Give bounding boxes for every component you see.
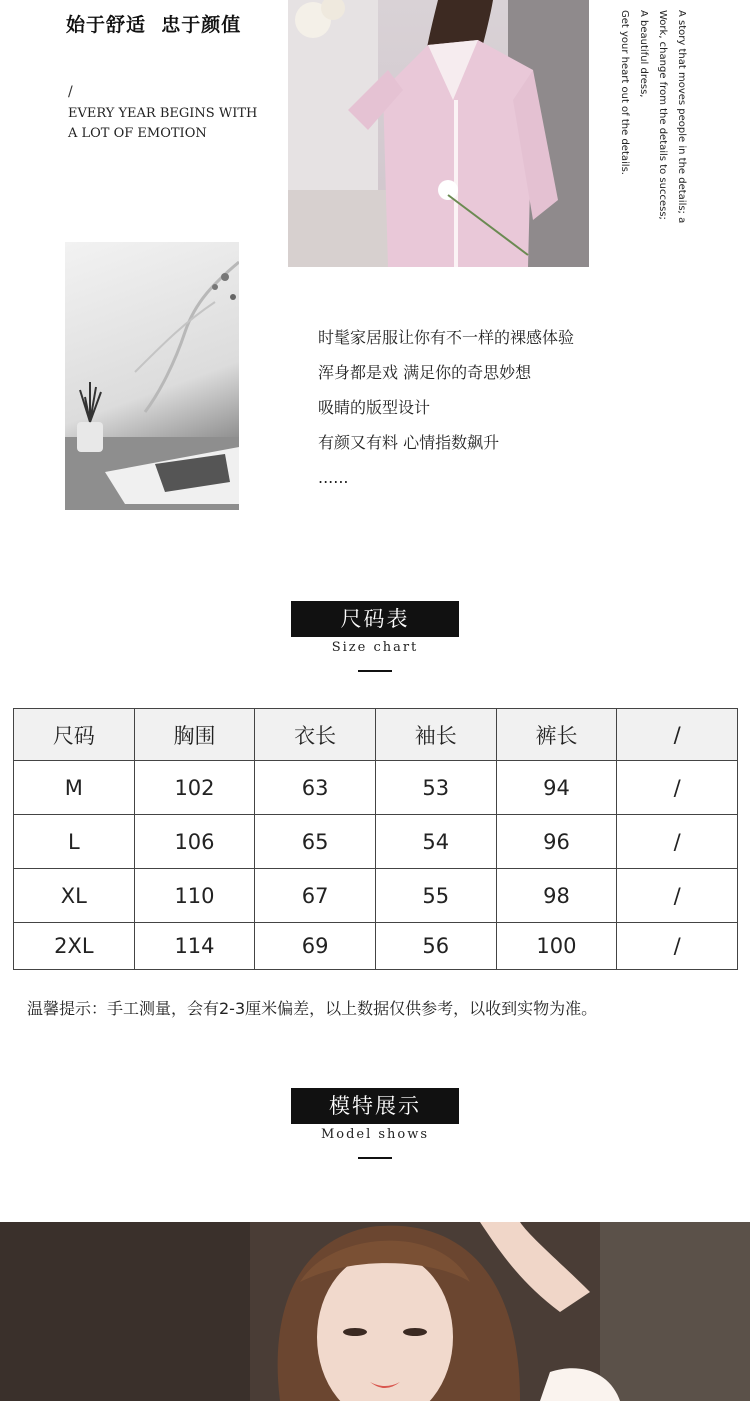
slogan-chinese: 始于舒适 忠于颜值 (66, 14, 242, 36)
size-table-cell: 55 (375, 869, 496, 923)
vertical-tagline (615, 10, 691, 224)
size-table-row (14, 869, 738, 923)
size-table-header: / (617, 709, 738, 761)
size-table-cell: 110 (134, 869, 255, 923)
intro-line: 有颜又有料 心情指数飙升 (318, 433, 500, 452)
size-table-cell: 67 (255, 869, 376, 923)
size-table-cell: 53 (375, 761, 496, 815)
size-table-header: 裤长 (496, 709, 617, 761)
size-table-cell: / (617, 761, 738, 815)
size-table-cell: 63 (255, 761, 376, 815)
size-table-cell: / (617, 815, 738, 869)
size-table-cell: / (617, 923, 738, 970)
model-shows-subtitle: Model shows (320, 1127, 430, 1142)
size-table-cell: 114 (134, 923, 255, 970)
slogan-english-line: EVERY YEAR BEGINS WITH (68, 106, 258, 121)
size-table-cell: 106 (134, 815, 255, 869)
size-table-row (14, 761, 738, 815)
size-table-cell: 96 (496, 815, 617, 869)
size-table-cell: M (14, 761, 135, 815)
intro-line: 浑身都是戏 满足你的奇思妙想 (318, 363, 532, 382)
slogan-divider: / (68, 84, 73, 100)
model-portrait-illustration (0, 1222, 750, 1401)
size-chart-title: 尺码表 (291, 601, 459, 637)
size-table-cell: L (14, 815, 135, 869)
intro-text (318, 320, 574, 495)
product-photo-top (288, 0, 589, 267)
vertical-tagline-line: A beautiful dress, (638, 10, 649, 98)
vertical-tagline-line: A story that moves people in the details; a (676, 10, 687, 224)
plant-and-book-illustration (65, 242, 239, 510)
size-table-cell: 2XL (14, 923, 135, 970)
model-pajama-illustration (288, 0, 589, 267)
size-table-cell: 65 (255, 815, 376, 869)
still-life-photo (65, 242, 239, 510)
size-table-cell: 98 (496, 869, 617, 923)
size-table-cell: / (617, 869, 738, 923)
intro-line: ...... (318, 468, 349, 487)
size-table-cell: 54 (375, 815, 496, 869)
size-table-cell: 100 (496, 923, 617, 970)
vertical-tagline-line: Get your heart out of the details. (619, 10, 630, 175)
size-table-header: 袖长 (375, 709, 496, 761)
size-chart-rule (358, 670, 392, 672)
size-table (13, 708, 738, 970)
model-photo (0, 1222, 750, 1401)
size-table-cell: XL (14, 869, 135, 923)
slogan-english-line: A LOT OF EMOTION (68, 126, 207, 141)
size-table-cell: 94 (496, 761, 617, 815)
size-table-header: 衣长 (255, 709, 376, 761)
slogan-english (68, 104, 268, 144)
size-chart-subtitle: Size chart (331, 640, 419, 655)
size-table-header: 胸围 (134, 709, 255, 761)
size-table-cell: 56 (375, 923, 496, 970)
size-table-row (14, 815, 738, 869)
vertical-tagline-line: Work, change from the details to success; (657, 10, 668, 220)
model-shows-title: 模特展示 (291, 1088, 459, 1124)
model-shows-rule (358, 1157, 392, 1159)
size-table-row (14, 923, 738, 970)
measurement-note: 温馨提示：手工测量，会有2-3厘米偏差，以上数据仅供参考，以收到实物为准。 (27, 999, 598, 1018)
size-table-cell: 69 (255, 923, 376, 970)
intro-line: 时髦家居服让你有不一样的裸感体验 (318, 328, 575, 347)
size-table-cell: 102 (134, 761, 255, 815)
size-table-header-row (14, 709, 738, 761)
size-table-header: 尺码 (14, 709, 135, 761)
intro-line: 吸睛的版型设计 (318, 398, 431, 417)
